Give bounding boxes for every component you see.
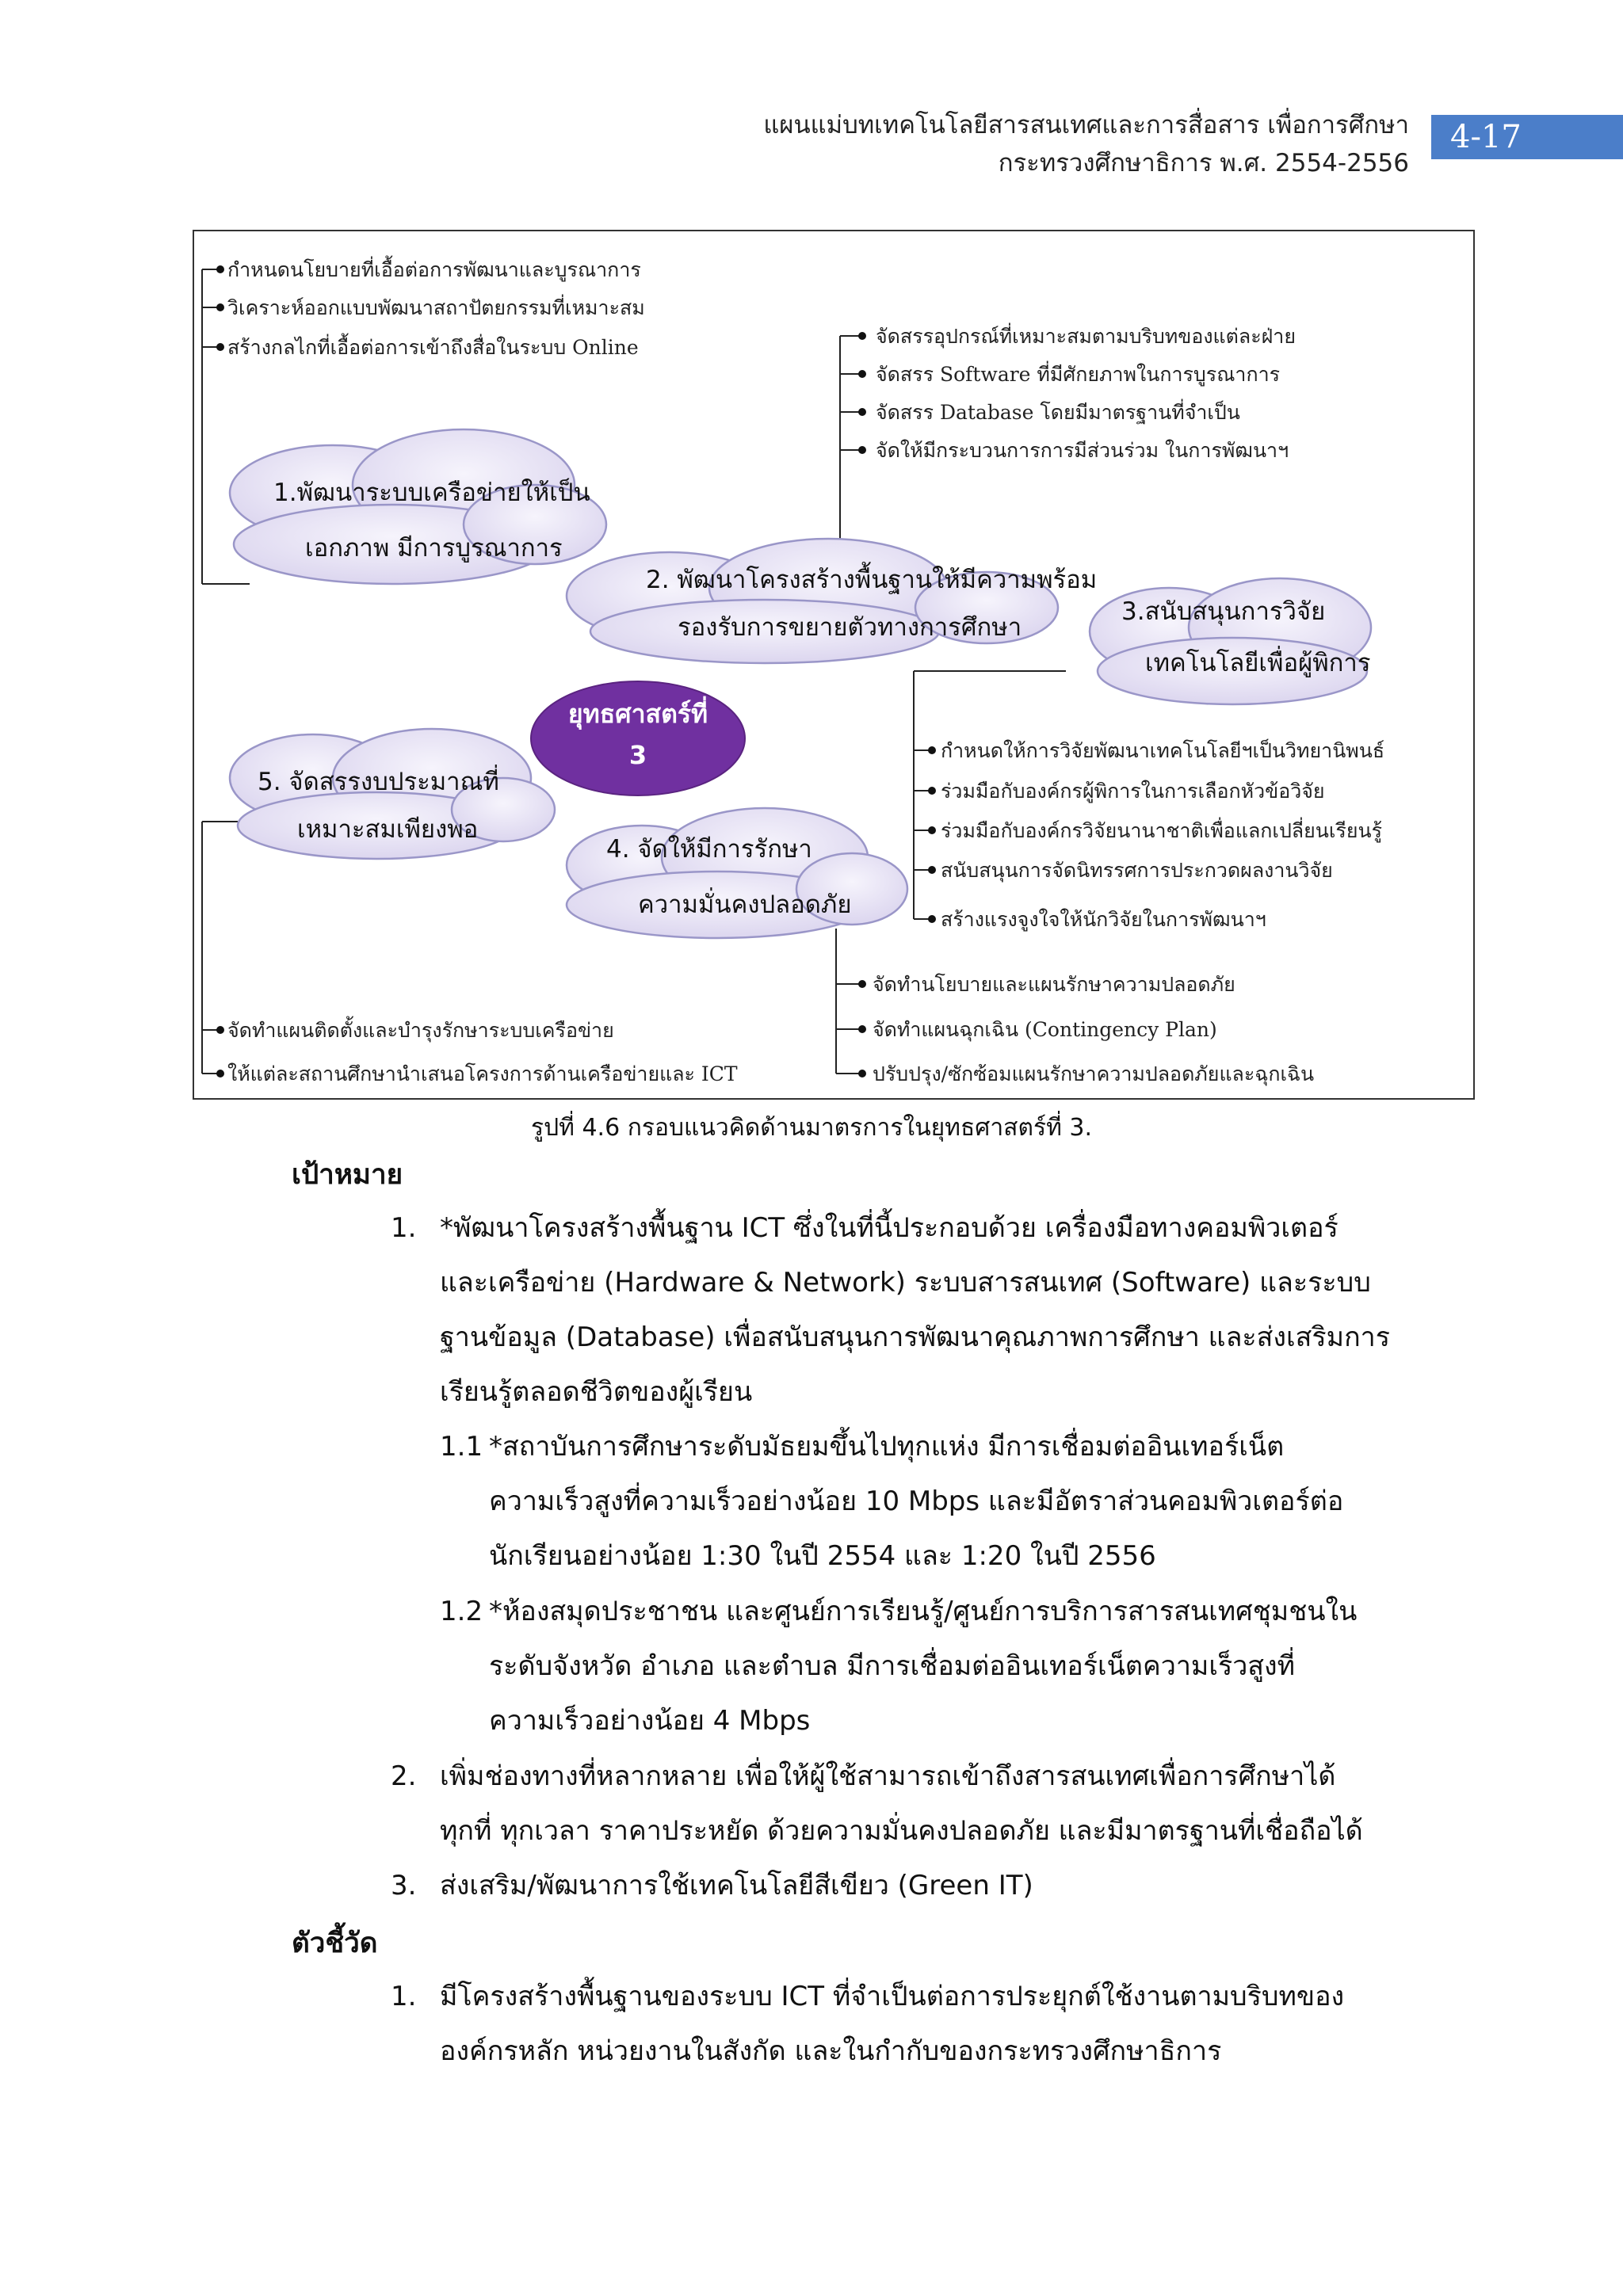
- cloud-4-line1: 4. จัดให้มีการรักษา: [606, 835, 812, 864]
- goal-1-2-text: [489, 1585, 1430, 1749]
- header-subtitle: กระทรวงศึกษาธิการ พ.ศ. 2554-2556: [998, 149, 1409, 177]
- list-item: สนับสนุนการจัดนิทรรศการประกวดผลงานวิจัย: [941, 859, 1333, 882]
- top-right-list: [876, 322, 1296, 462]
- list-item: จัดให้มีกระบวนการการมีส่วนร่วม ในการพัฒนาฯ: [876, 439, 1289, 462]
- text-line: องค์กรหลัก หน่วยงานในสังกัด และในกำกับของกระทรวงศึกษาธิการ: [440, 2035, 1222, 2067]
- list-item: กำหนดนโยบายที่เอื้อต่อการพัฒนาและบูรณาการ: [227, 258, 641, 281]
- list-item: จัดทำแผนติดตั้งและบำรุงรักษาระบบเครือข่าย: [227, 1019, 614, 1042]
- text-line: *พัฒนาโครงสร้างพื้นฐาน ICT ซึ่งในที่นี้ประกอบด้วย เครื่องมือทางคอมพิวเตอร์: [440, 1212, 1338, 1244]
- list-item: ให้แต่ละสถานศึกษานำเสนอโครงการด้านเครือข่ายและ ICT: [227, 1062, 738, 1085]
- strategy-diagram: [193, 230, 1475, 1100]
- goals-heading: เป้าหมาย: [292, 1159, 403, 1191]
- text-line: ฐานข้อมูล (Database) เพื่อสนับสนุนการพัฒนาคุณภาพการศึกษา และส่งเสริมการ: [440, 1322, 1391, 1353]
- cloud-5-line1: 5. จัดสรรงบประมาณที่: [258, 768, 499, 796]
- list-item: กำหนดให้การวิจัยพัฒนาเทคโนโลยีฯเป็นวิทยานิพนธ์: [941, 739, 1385, 762]
- goal-1-2-number: 1.2: [440, 1596, 483, 1627]
- cloud-2: [567, 539, 1058, 663]
- page-number-badge: 4-17: [1431, 115, 1623, 159]
- goal-1-number: 1.: [391, 1212, 417, 1244]
- cloud-4-line2: ความมั่นคงปลอดภัย: [638, 891, 852, 919]
- goal-1-text: [440, 1201, 1430, 1420]
- goal-1-1-text: [489, 1420, 1430, 1584]
- text-line: *สถาบันการศึกษาระดับมัธยมขึ้นไปทุกแห่ง มีการเชื่อมต่ออินเทอร์เน็ต: [489, 1431, 1285, 1463]
- text-line: นักเรียนอย่างน้อย 1:30 ในปี 2554 และ 1:20 ในปี 2556: [489, 1540, 1156, 1572]
- goal-2-number: 2.: [391, 1760, 417, 1792]
- cloud-1-line1: 1.พัฒนาระบบเครือข่ายให้เป็น: [273, 479, 590, 507]
- cloud-2-line2: รองรับการขยายตัวทางการศึกษา: [678, 613, 1022, 642]
- list-item: จัดทำนโยบายและแผนรักษาความปลอดภัย: [873, 973, 1235, 996]
- right-list: [941, 738, 1384, 932]
- list-item: จัดสรรอุปกรณ์ที่เหมาะสมตามบริบทของแต่ละฝ่าย: [876, 325, 1296, 348]
- center-number: 3: [628, 740, 647, 770]
- figure-caption: รูปที่ 4.6 กรอบแนวคิดด้านมาตรการในยุทธศาสตร์ที่ 3.: [530, 1114, 1093, 1142]
- list-item: สร้างแรงจูงใจให้นักวิจัยในการพัฒนาฯ: [941, 908, 1266, 931]
- indicator-1-number: 1.: [391, 1981, 417, 2012]
- text-line: ส่งเสริม/พัฒนาการใช้เทคโนโลยีสีเขียว (Green IT): [440, 1870, 1033, 1901]
- text-line: มีโครงสร้างพื้นฐานของระบบ ICT ที่จำเป็นต่อการประยุกต์ใช้งานตามบริบทของ: [440, 1981, 1345, 2012]
- bottom-right-list: [873, 973, 1314, 1086]
- text-line: *ห้องสมุดประชาชน และศูนย์การเรียนรู้/ศูนย์การบริการสารสนเทศชุมชนใน: [489, 1596, 1358, 1627]
- goal-2-text: [440, 1749, 1430, 1859]
- cloud-1-line2: เอกภาพ มีการบูรณาการ: [305, 534, 563, 563]
- text-line: เพิ่มช่องทางที่หลากหลาย เพื่อให้ผู้ใช้สามารถเข้าถึงสารสนเทศเพื่อการศึกษาได้: [440, 1760, 1336, 1792]
- goal-3-text: [440, 1859, 1430, 1913]
- diagram-canvas: [194, 231, 1473, 1098]
- text-line: และเครือข่าย (Hardware & Network) ระบบสารสนเทศ (Software) และระบบ: [440, 1267, 1371, 1299]
- text-line: ระดับจังหวัด อำเภอ และตำบล มีการเชื่อมต่ออินเทอร์เน็ตความเร็วสูงที่: [489, 1650, 1296, 1682]
- list-item: จัดสรร Database โดยมีมาตรฐานที่จำเป็น: [876, 401, 1240, 424]
- text-line: ความเร็วอย่างน้อย 4 Mbps: [489, 1705, 811, 1737]
- top-left-list: [227, 255, 645, 359]
- text-line: เรียนรู้ตลอดชีวิตของผู้เรียน: [440, 1376, 753, 1408]
- header-title: แผนแม่บทเทคโนโลยีสารสนเทศและการสื่อสาร เพื่อการศึกษา: [763, 111, 1409, 139]
- list-item: ร่วมมือกับองค์กรวิจัยนานาชาติเพื่อแลกเปลี่ยนเรียนรู้: [941, 819, 1383, 842]
- goal-1-1-number: 1.1: [440, 1431, 483, 1463]
- text-line: ความเร็วสูงที่ความเร็วอย่างน้อย 10 Mbps และมีอัตราส่วนคอมพิวเตอร์ต่อ: [489, 1486, 1344, 1517]
- indicator-1-text: [440, 1970, 1430, 2079]
- text-line: ทุกที่ ทุกเวลา ราคาประหยัด ด้วยความมั่นคงปลอดภัย และมีมาตรฐานที่เชื่อถือได้: [440, 1815, 1363, 1847]
- indicators-heading: ตัวชี้วัด: [292, 1928, 378, 1959]
- list-item: ปรับปรุง/ซักซ้อมแผนรักษาความปลอดภัยและฉุกเฉิน: [873, 1062, 1315, 1085]
- list-item: วิเคราะห์ออกแบบพัฒนาสถาปัตยกรรมที่เหมาะสม: [227, 296, 645, 319]
- list-item: จัดทำแผนฉุกเฉิน (Contingency Plan): [873, 1018, 1217, 1041]
- cloud-3-line1: 3.สนับสนุนการวิจัย: [1121, 597, 1326, 626]
- list-item: ร่วมมือกับองค์กรผู้พิการในการเลือกหัวข้อวิจัย: [941, 780, 1325, 803]
- cloud-2-line1: 2. พัฒนาโครงสร้างพื้นฐานให้มีความพร้อม: [646, 566, 1098, 594]
- center-label: ยุทธศาสตร์ที่: [567, 699, 708, 729]
- cloud-5-line2: เหมาะสมเพียงพอ: [297, 815, 479, 844]
- bottom-left-list: [227, 1016, 738, 1085]
- list-item: จัดสรร Software ที่มีศักยภาพในการบูรณาการ: [876, 363, 1281, 386]
- list-item: สร้างกลไกที่เอื้อต่อการเข้าถึงสื่อในระบบ Online: [227, 336, 639, 359]
- goal-3-number: 3.: [391, 1870, 417, 1901]
- center-strategy: [531, 681, 745, 795]
- cloud-3-line2: เทคโนโลยีเพื่อผู้พิการ: [1145, 649, 1371, 677]
